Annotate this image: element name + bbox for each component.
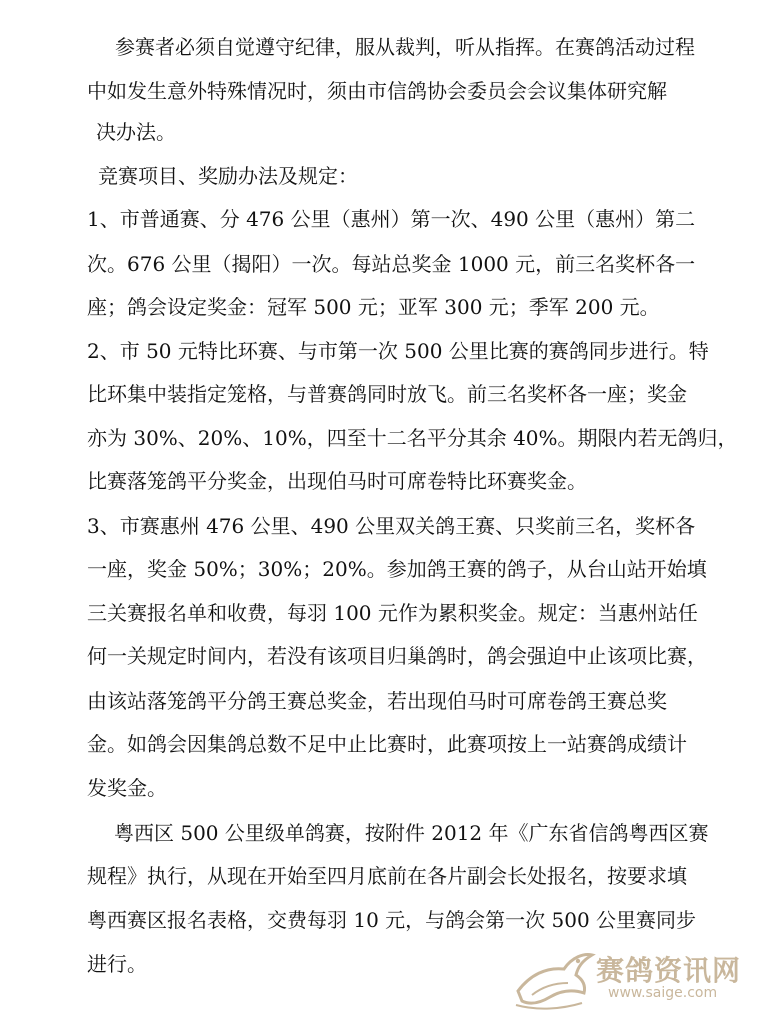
paragraph-line: 规程》执行，从现在开始至四月底前在各片副会长处报名，按要求填 bbox=[87, 864, 687, 888]
paragraph-line: 次。676 公里（揭阳）一次。每站总奖金 1000 元，前三名奖杯各一 bbox=[87, 252, 696, 276]
paragraph-line: 金。如鸽会因集鸽总数不足中止比赛时，此赛项按上一站赛鸽成绩计 bbox=[87, 732, 687, 756]
paragraph-line: 何一关规定时间内，若没有该项目归巢鸽时，鸽会强迫中止该项比赛， bbox=[87, 644, 707, 668]
paragraph-line: 1、市普通赛、分 476 公里（惠州）第一次、490 公里（惠州）第二 bbox=[87, 207, 696, 231]
paragraph-line: 2、市 50 元特比环赛、与市第一次 500 公里比赛的赛鸽同步进行。特 bbox=[87, 339, 709, 363]
paragraph-line: 三关赛报名单和收费，每羽 100 元作为累积奖金。规定：当惠州站任 bbox=[87, 601, 698, 625]
watermark bbox=[512, 945, 752, 1015]
paragraph-line: 亦为 30%、20%、10%，四至十二名平分其余 40%。期限内若无鸽归， bbox=[87, 426, 738, 450]
paragraph-line: 比环集中装指定笼格，与普赛鸽同时放飞。前三名奖杯各一座；奖金 bbox=[87, 382, 687, 406]
paragraph-line: 粤西赛区报名表格，交费每羽 10 元，与鸽会第一次 500 公里赛同步 bbox=[87, 908, 697, 932]
paragraph-line: 3、市赛惠州 476 公里、490 公里双关鸽王赛、只奖前三名，奖杯各 bbox=[87, 514, 696, 538]
paragraph-line: 参赛者必须自觉遵守纪律，服从裁判，听从指挥。在赛鸽活动过程 bbox=[115, 35, 695, 59]
paragraph-line: 由该站落笼鸽平分鸽王赛总奖金，若出现伯马时可席卷鸽王赛总奖 bbox=[87, 689, 667, 713]
paragraph-line: 进行。 bbox=[87, 952, 147, 976]
paragraph-line: 一座，奖金 50%；30%；20%。参加鸽王赛的鸽子，从台山站开始填 bbox=[87, 557, 707, 581]
paragraph-line: 座；鸽会设定奖金：冠军 500 元；亚军 300 元；季军 200 元。 bbox=[87, 295, 660, 319]
paragraph-line: 比赛落笼鸽平分奖金，出现伯马时可席卷特比环赛奖金。 bbox=[87, 469, 587, 493]
watermark-title: 赛鸽资讯网 bbox=[596, 954, 742, 987]
paragraph-line: 粤西区 500 公里级单鸽赛，按附件 2012 年《广东省信鸽粤西区赛 bbox=[114, 821, 709, 845]
paragraph-line: 中如发生意外特殊情况时，须由市信鸽协会委员会会议集体研究解 bbox=[87, 79, 667, 103]
watermark-url: www.saige.com bbox=[608, 985, 718, 1001]
section-heading: 竞赛项目、奖励办法及规定： bbox=[98, 164, 358, 188]
paragraph-line: 发奖金。 bbox=[87, 776, 167, 800]
paragraph-line: 决办法。 bbox=[96, 120, 176, 144]
pigeon-logo-icon bbox=[512, 945, 596, 1013]
